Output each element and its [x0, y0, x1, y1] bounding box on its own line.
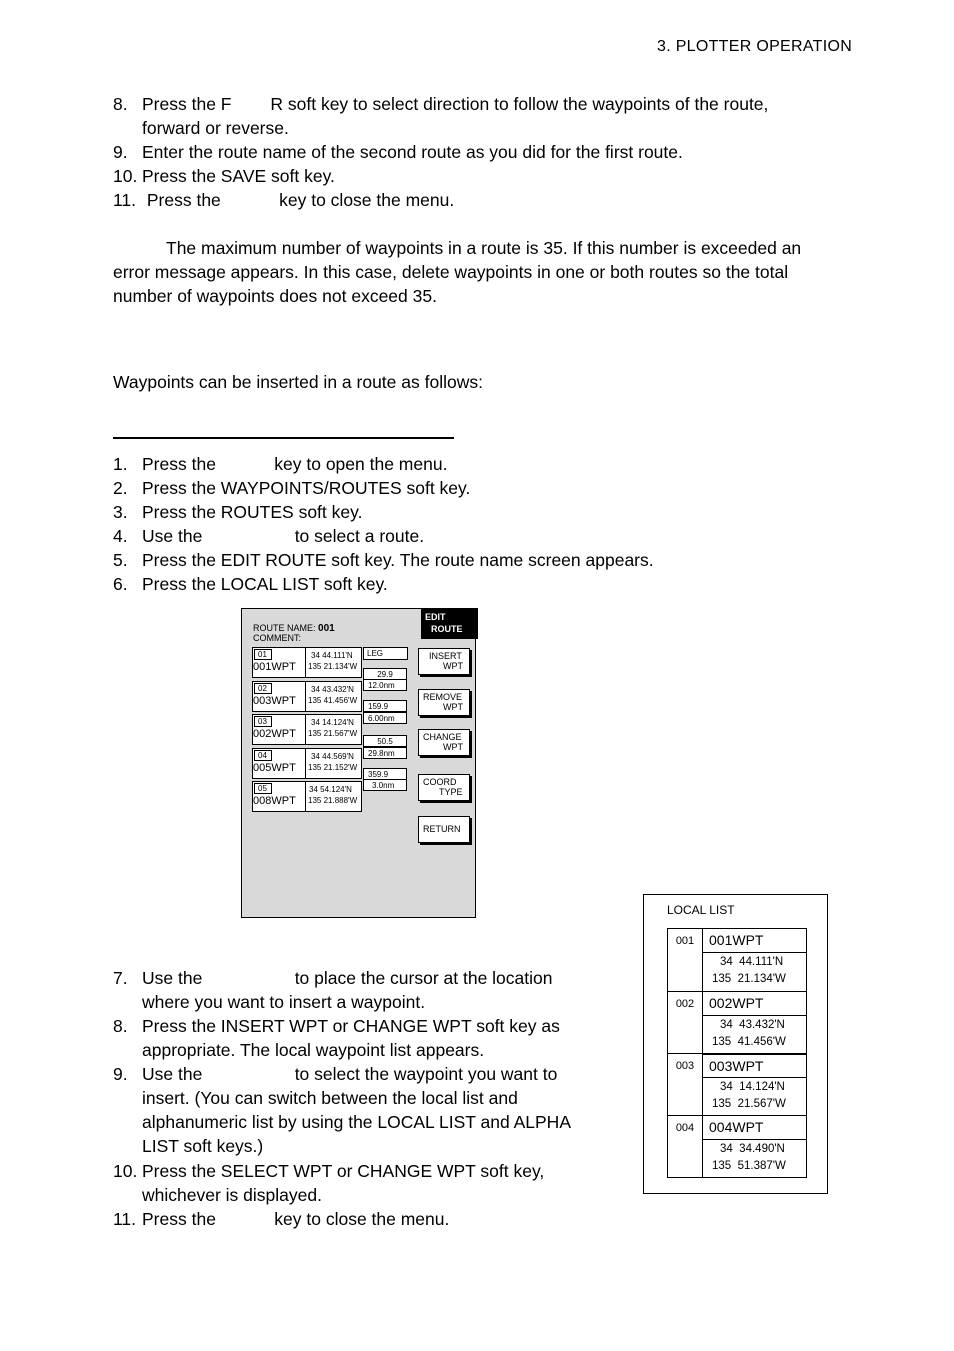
waypoint-row[interactable]	[252, 714, 362, 745]
note-line-2: error message appears. In this case, delete waypoints in one or both routes so the total	[113, 262, 789, 282]
waypoint-lon: 135 41.456'W	[308, 696, 358, 705]
waypoint-number: 02	[254, 683, 272, 694]
softkey-line-1: REMOVE	[423, 692, 463, 702]
step-number: 10.	[113, 166, 138, 186]
waypoint-row[interactable]	[252, 781, 362, 812]
return-softkey[interactable]	[418, 816, 470, 843]
step-text: Press the key to close the menu.	[142, 1209, 450, 1229]
waypoint-row[interactable]	[252, 647, 362, 678]
step-b-1	[113, 452, 813, 476]
softkey-line-1: RETURN	[423, 824, 461, 834]
edit-route-title	[421, 608, 478, 639]
softkey-line-1: CHANGE	[423, 732, 462, 742]
step-text-cont: insert. (You can switch between the local list and	[142, 1088, 518, 1108]
waypoint-lat: 34 44.111'N	[311, 651, 353, 660]
waypoint-name: 002WPT	[253, 728, 296, 740]
step-text: Press the F R soft key to select direction to follow the waypoints of the route,	[142, 94, 769, 114]
softkey-line-1: INSERT	[429, 651, 462, 661]
note-line-1: The maximum number of waypoints in a route is 35. If this number is exceeded an	[166, 238, 802, 258]
step-number: 8.	[113, 94, 128, 114]
step-c-11	[113, 1207, 613, 1231]
softkey-line-2: WPT	[443, 661, 463, 671]
waypoint-number: 03	[254, 716, 272, 727]
step-a-10	[113, 164, 873, 188]
softkey-line-2: WPT	[443, 702, 463, 712]
waypoint-number: 01	[254, 649, 272, 660]
local-list-item[interactable]	[668, 1053, 806, 1115]
step-number: 2.	[113, 478, 128, 498]
note-line-3: number of waypoints does not exceed 35.	[113, 286, 437, 306]
item-lat: 34 34.490'N	[720, 1143, 785, 1155]
local-list-item[interactable]	[668, 991, 806, 1053]
step-c-9	[113, 1062, 613, 1158]
change-wpt-softkey[interactable]	[418, 729, 470, 756]
leg-distance: 29.8nm	[363, 747, 407, 759]
waypoint-row[interactable]	[252, 748, 362, 779]
waypoint-lon: 135 21.134'W	[308, 662, 358, 671]
item-name: 004WPT	[703, 1116, 806, 1140]
intro-text: Waypoints can be inserted in a route as follows:	[113, 372, 483, 392]
step-number: 8.	[113, 1016, 128, 1036]
step-text-cont: appropriate. The local waypoint list appears.	[142, 1040, 485, 1060]
step-number: 9.	[113, 142, 128, 162]
leg-header: LEG	[363, 647, 408, 660]
step-a-11	[113, 188, 873, 212]
step-c-7	[113, 966, 613, 1014]
leg-distance: 6.00nm	[363, 712, 407, 724]
item-lat: 34 44.111'N	[720, 956, 784, 968]
leg-bearing: 159.9	[363, 700, 407, 712]
cell-divider	[305, 782, 306, 811]
title-line-1: EDIT	[425, 612, 446, 622]
step-text: Press the SAVE soft key.	[142, 166, 335, 186]
item-lon: 135 21.567'W	[712, 1098, 786, 1110]
title-line-2: ROUTE	[431, 624, 463, 634]
step-text: Press the ROUTES soft key.	[142, 502, 363, 522]
step-a-9	[113, 140, 873, 164]
step-b-2	[113, 476, 813, 500]
waypoint-number: 05	[254, 783, 272, 794]
step-text: Use the to select the waypoint you want to	[142, 1064, 558, 1084]
step-text: Use the to place the cursor at the location	[142, 968, 553, 988]
softkey-line-2: TYPE	[439, 787, 463, 797]
step-c-10	[113, 1159, 613, 1207]
waypoint-name: 005WPT	[253, 762, 296, 774]
leg-distance: 12.0nm	[363, 679, 407, 691]
step-text: Press the EDIT ROUTE soft key. The route name screen appears.	[142, 550, 654, 570]
item-name: 003WPT	[703, 1054, 806, 1078]
step-text-cont: alphanumeric list by using the LOCAL LIST and ALPHA	[142, 1112, 571, 1132]
step-text-cont: forward or reverse.	[142, 118, 289, 138]
route-name-label: ROUTE NAME:	[253, 623, 316, 633]
step-text-cont: whichever is displayed.	[142, 1185, 322, 1205]
softkey-line-2: WPT	[443, 742, 463, 752]
softkey-line-1: COORD	[423, 777, 457, 787]
cell-divider	[305, 749, 306, 778]
waypoint-row[interactable]	[252, 681, 362, 712]
waypoint-lon: 135 21.888'W	[308, 796, 358, 805]
waypoint-lat: 34 54.124'N	[309, 785, 352, 794]
waypoint-lon: 135 21.567'W	[308, 729, 358, 738]
item-number: 003	[668, 1054, 703, 1115]
cell-divider	[305, 715, 306, 744]
waypoint-name: 003WPT	[253, 695, 296, 707]
step-text: Press the key to open the menu.	[142, 454, 448, 474]
waypoint-lat: 34 14.124'N	[311, 718, 354, 727]
insert-wpt-softkey[interactable]	[418, 648, 470, 675]
local-list-grid	[667, 928, 807, 1178]
item-lon: 135 41.456'W	[712, 1036, 786, 1048]
waypoint-name: 008WPT	[253, 795, 296, 807]
step-number: 7.	[113, 968, 128, 988]
step-number: 9.	[113, 1064, 128, 1084]
step-number: 1.	[113, 454, 128, 474]
local-list-title: LOCAL LIST	[667, 903, 735, 917]
section-header: 3. PLOTTER OPERATION	[657, 38, 853, 55]
item-lon: 135 21.134'W	[712, 973, 786, 985]
cell-divider	[305, 682, 306, 711]
waypoint-lat: 34 43.432'N	[311, 685, 354, 694]
step-b-6	[113, 572, 813, 596]
step-b-5	[113, 548, 813, 572]
step-number: 11.	[113, 1209, 137, 1229]
item-lon: 135 51.387'W	[712, 1160, 786, 1172]
step-number: 5.	[113, 550, 128, 570]
step-text: Press the WAYPOINTS/ROUTES soft key.	[142, 478, 471, 498]
step-b-4	[113, 524, 813, 548]
remove-wpt-softkey[interactable]	[418, 689, 470, 716]
waypoint-number: 04	[254, 750, 272, 761]
local-list-item[interactable]	[668, 929, 806, 991]
item-name: 002WPT	[703, 992, 806, 1016]
step-number: 3.	[113, 502, 128, 522]
item-lat: 34 14.124'N	[720, 1081, 785, 1093]
step-text: Press the INSERT WPT or CHANGE WPT soft key as	[142, 1016, 560, 1036]
step-number: 10.	[113, 1161, 138, 1181]
heading-rule	[113, 437, 454, 439]
step-number: 6.	[113, 574, 128, 594]
waypoint-lat: 34 44.569'N	[311, 752, 354, 761]
item-lat: 34 43.432'N	[720, 1019, 785, 1031]
coord-type-softkey[interactable]	[418, 774, 470, 801]
waypoint-lon: 135 21.152'W	[308, 763, 358, 772]
comment-label: COMMENT:	[253, 633, 301, 643]
cell-divider	[305, 648, 306, 677]
item-number: 002	[668, 992, 703, 1053]
step-number: 4.	[113, 526, 128, 546]
step-number: 11.	[113, 190, 137, 210]
step-text: Enter the route name of the second route as you did for the first route.	[142, 142, 683, 162]
item-number: 001	[668, 929, 703, 991]
step-text: Use the to select a route.	[142, 526, 425, 546]
step-text: Press the LOCAL LIST soft key.	[142, 574, 388, 594]
leg-bearing: 29.9	[363, 668, 407, 680]
step-a-8	[113, 92, 873, 140]
item-name: 001WPT	[703, 929, 806, 953]
step-text-cont: LIST soft keys.)	[142, 1136, 264, 1156]
leg-bearing: 359.9	[363, 768, 407, 780]
route-name-value: 001	[318, 623, 335, 634]
leg-distance: 3.0nm	[363, 779, 407, 791]
local-list-item[interactable]	[668, 1115, 806, 1177]
waypoint-name: 001WPT	[253, 661, 296, 673]
step-text: Press the SELECT WPT or CHANGE WPT soft key,	[142, 1161, 545, 1181]
step-b-3	[113, 500, 813, 524]
step-text: Press the key to close the menu.	[142, 190, 455, 210]
step-text-cont: where you want to insert a waypoint.	[142, 992, 426, 1012]
item-number: 004	[668, 1116, 703, 1177]
edit-route-screen	[241, 608, 476, 918]
leg-bearing: 50.5	[363, 735, 407, 747]
local-list-panel	[643, 894, 828, 1194]
step-c-8	[113, 1014, 613, 1062]
